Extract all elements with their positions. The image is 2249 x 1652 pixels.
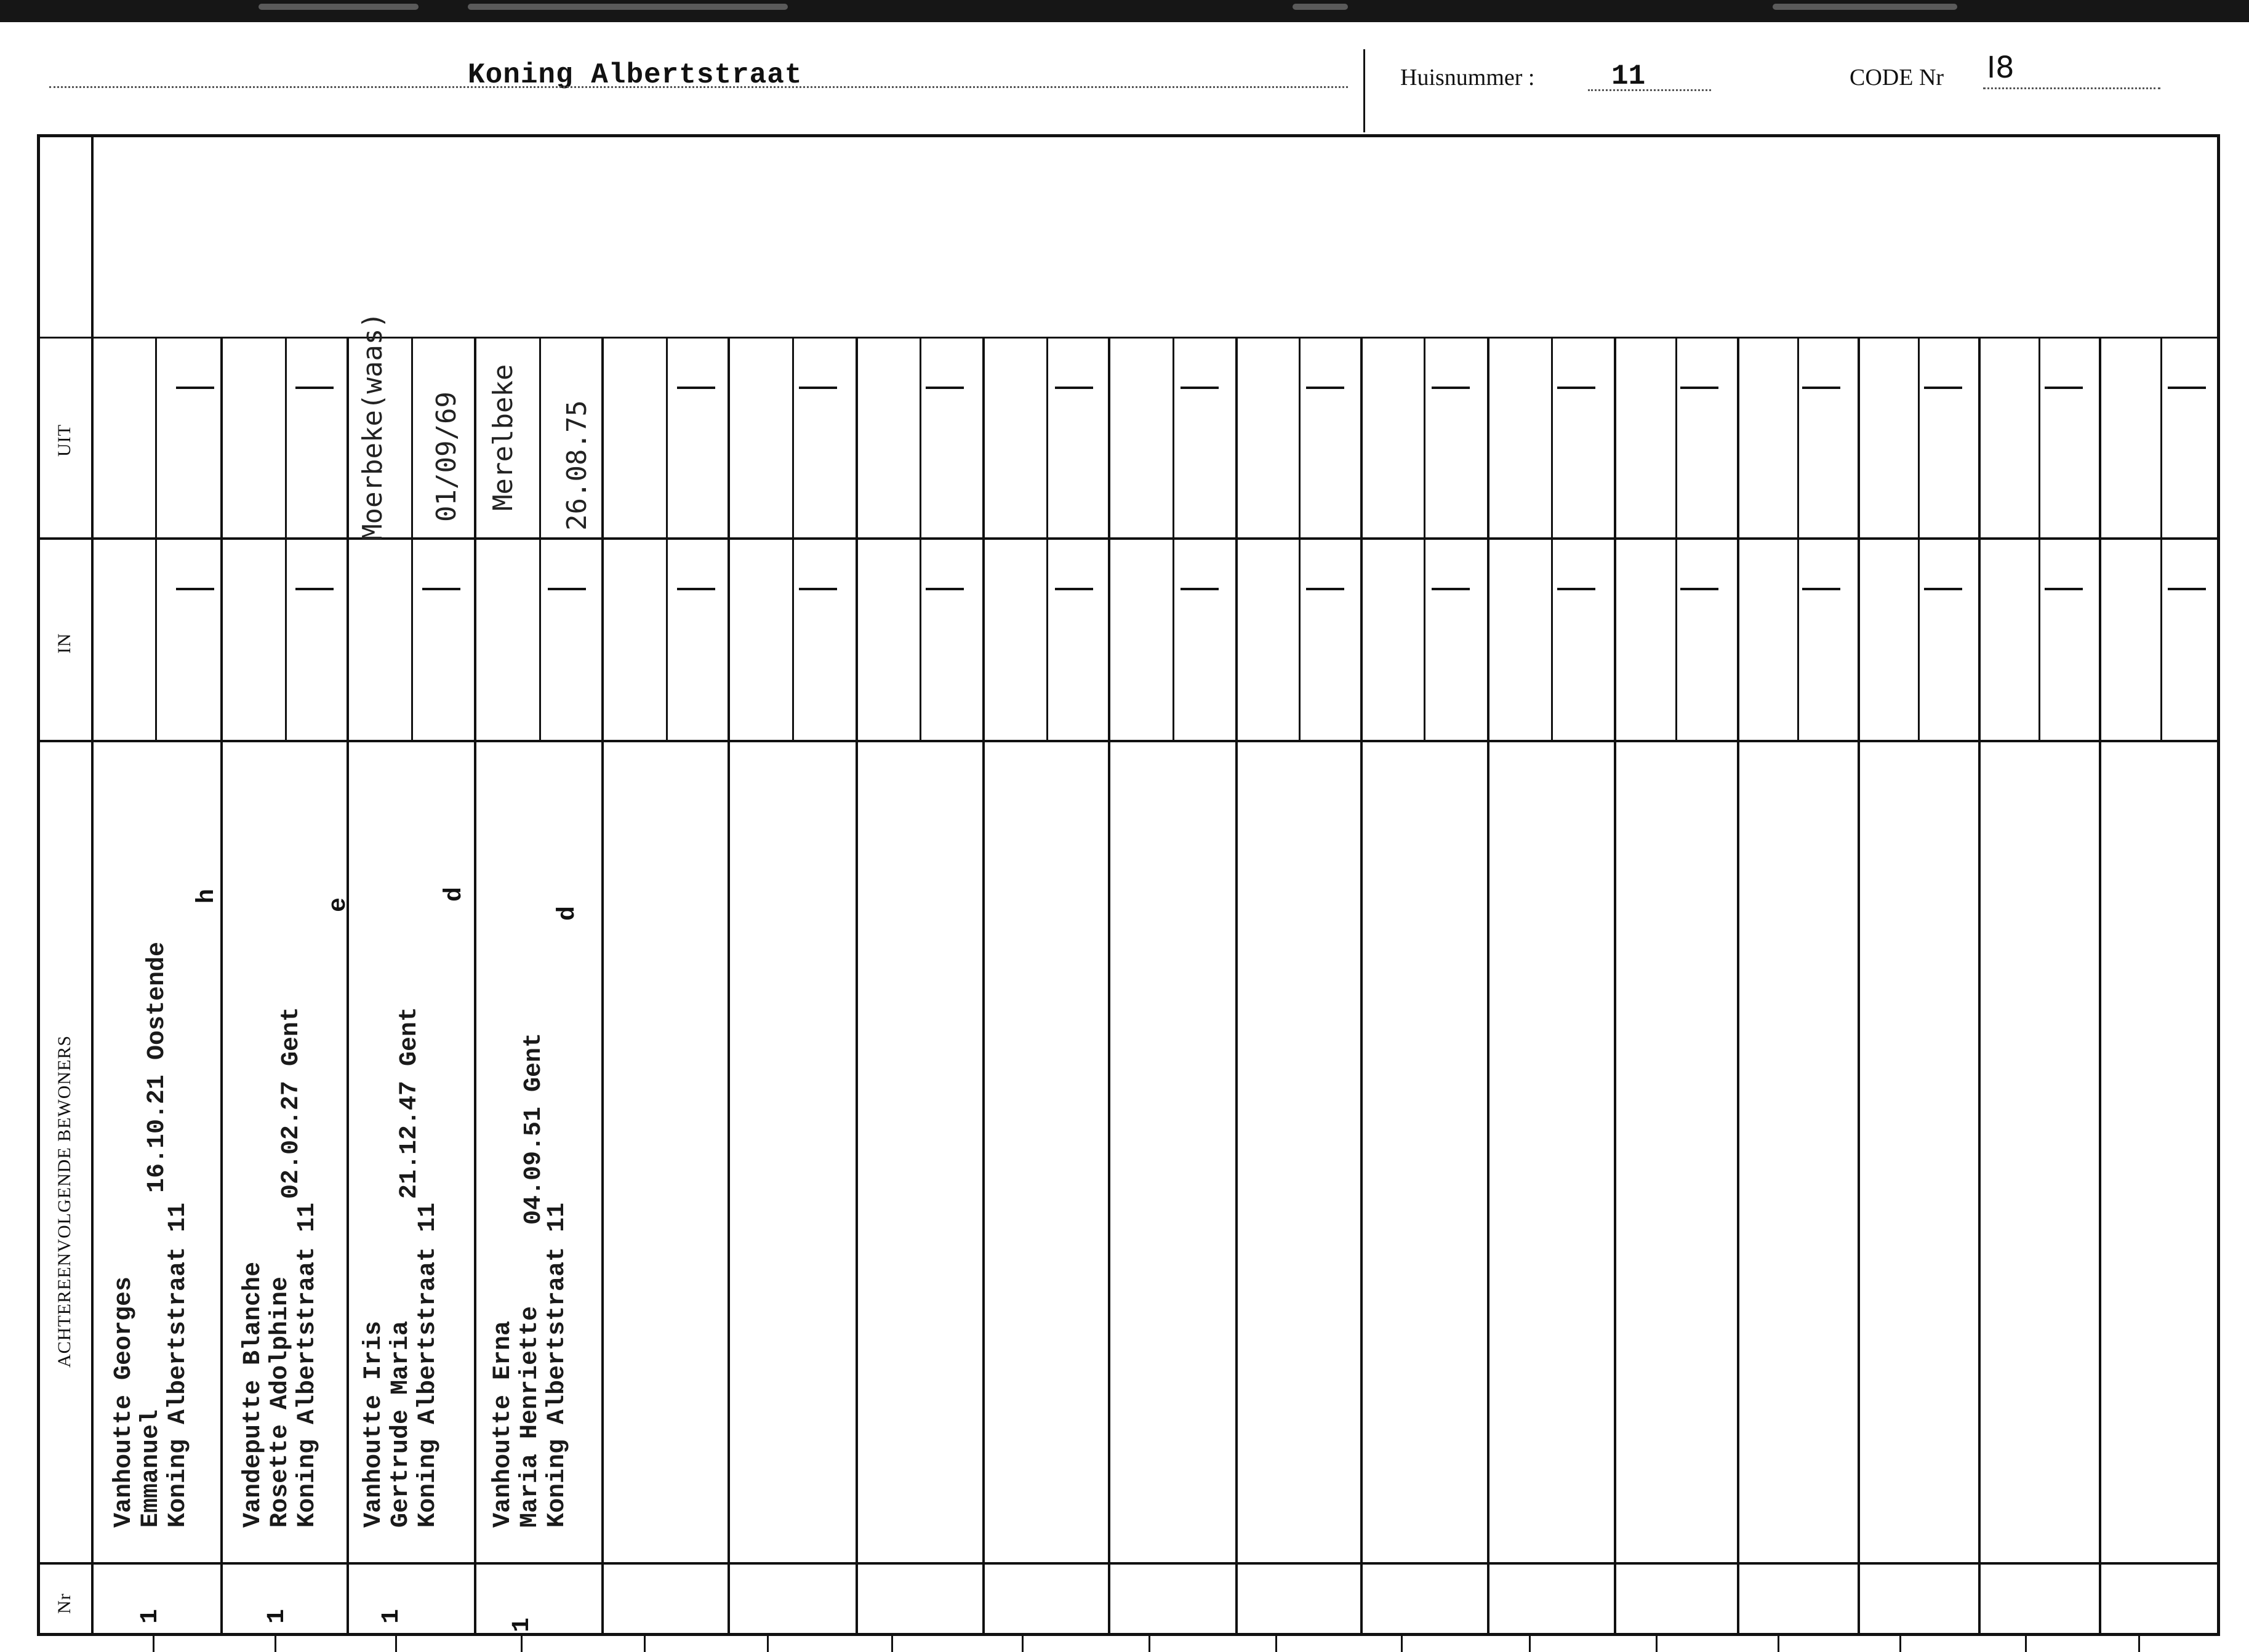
resident-name: Vanhoutte Iris bbox=[360, 1320, 388, 1528]
sub-column-line bbox=[285, 337, 287, 741]
house-number-label: Huisnummer : bbox=[1400, 65, 1535, 90]
sub-column-line bbox=[1797, 337, 1799, 741]
resident-nr: 1 bbox=[263, 1608, 291, 1624]
empty-dash bbox=[295, 588, 334, 590]
scan-edge bbox=[0, 0, 2249, 22]
empty-dash bbox=[926, 588, 964, 590]
sub-column-line bbox=[1299, 337, 1301, 741]
sub-column-line bbox=[539, 337, 541, 741]
header-divider bbox=[1363, 49, 1365, 132]
tick-mark bbox=[153, 1636, 154, 1652]
column-line bbox=[982, 337, 985, 1635]
resident-entry bbox=[240, 1203, 321, 1528]
resident-given-names: Emmanuel bbox=[137, 1409, 165, 1528]
empty-dash bbox=[1055, 588, 1093, 590]
resident-nr: 1 bbox=[137, 1608, 164, 1624]
empty-dash bbox=[1432, 387, 1470, 389]
code-value: I8 bbox=[1987, 50, 2014, 85]
resident-name: Vanhoutte Erna bbox=[489, 1320, 517, 1528]
tick-mark bbox=[1149, 1636, 1150, 1652]
resident-address: Koning Albertstraat 11 bbox=[414, 1202, 442, 1528]
empty-dash bbox=[1557, 387, 1595, 389]
sub-column-line bbox=[792, 337, 794, 741]
empty-dash bbox=[1181, 387, 1219, 389]
resident-mark: e bbox=[325, 897, 353, 912]
tick-mark bbox=[521, 1636, 523, 1652]
empty-dash bbox=[1055, 387, 1093, 389]
label-nr: Nr bbox=[54, 1593, 74, 1614]
sub-column-line bbox=[1046, 337, 1048, 741]
empty-dash bbox=[422, 588, 460, 590]
resident-entry bbox=[361, 1203, 442, 1528]
column-line bbox=[474, 337, 476, 1635]
resident-nr: 1 bbox=[508, 1617, 536, 1632]
frame-left bbox=[37, 134, 40, 1636]
resident-name: Vanhoutte Georges bbox=[110, 1276, 138, 1528]
resident-name: Vandeputte Blanche bbox=[239, 1261, 267, 1528]
empty-dash bbox=[799, 387, 837, 389]
resident-address: Koning Albertstraat 11 bbox=[164, 1202, 192, 1528]
sub-column-line bbox=[2160, 337, 2162, 741]
sub-column-line bbox=[1424, 337, 1425, 741]
frame-right bbox=[2217, 134, 2220, 1636]
nr-top-line bbox=[37, 1562, 2220, 1565]
resident-given-names: Maria Henriette bbox=[516, 1305, 544, 1528]
column-line bbox=[1858, 337, 1860, 1635]
column-line bbox=[1614, 337, 1616, 1635]
column-line bbox=[1978, 337, 1981, 1635]
tick-mark bbox=[275, 1636, 276, 1652]
column-line bbox=[1108, 337, 1110, 1635]
resident-birth: 02.02.27 Gent bbox=[278, 1006, 305, 1199]
empty-dash bbox=[2045, 588, 2083, 590]
empty-dash bbox=[1432, 588, 1470, 590]
residents-top-line bbox=[37, 740, 2220, 742]
uit-place: Moerbeke(waas) bbox=[357, 312, 388, 540]
resident-nr: 1 bbox=[378, 1608, 406, 1624]
column-line bbox=[856, 337, 858, 1635]
sub-column-line bbox=[920, 337, 921, 741]
tick-mark bbox=[644, 1636, 646, 1652]
empty-dash bbox=[548, 588, 586, 590]
resident-address: Koning Albertstraat 11 bbox=[543, 1202, 571, 1528]
house-number-underline bbox=[1588, 89, 1711, 91]
empty-dash bbox=[1306, 387, 1344, 389]
column-line bbox=[1737, 337, 1739, 1635]
resident-given-names: Gertrude Maria bbox=[387, 1320, 415, 1528]
empty-dash bbox=[1680, 588, 1718, 590]
empty-dash bbox=[1802, 588, 1840, 590]
resident-birth: 16.10.21 Oostende bbox=[143, 941, 171, 1193]
empty-dash bbox=[926, 387, 964, 389]
empty-dash bbox=[2168, 588, 2206, 590]
column-line bbox=[601, 337, 604, 1635]
label-in: IN bbox=[54, 633, 74, 654]
resident-mark: h bbox=[193, 888, 221, 904]
column-line bbox=[2099, 337, 2101, 1635]
sub-column-line bbox=[155, 337, 157, 741]
empty-dash bbox=[677, 387, 715, 389]
empty-dash bbox=[799, 588, 837, 590]
column-line bbox=[728, 337, 730, 1635]
tick-mark bbox=[1022, 1636, 1024, 1652]
empty-dash bbox=[1181, 588, 1219, 590]
tick-mark bbox=[1275, 1636, 1277, 1652]
resident-birth: 21.12.47 Gent bbox=[396, 1006, 423, 1199]
empty-dash bbox=[1924, 588, 1962, 590]
column-line bbox=[1360, 337, 1363, 1635]
tick-mark bbox=[2138, 1636, 2140, 1652]
empty-dash bbox=[1802, 387, 1840, 389]
tick-mark bbox=[1899, 1636, 1901, 1652]
sub-column-line bbox=[1173, 337, 1174, 741]
column-line bbox=[1487, 337, 1489, 1635]
empty-dash bbox=[1924, 387, 1962, 389]
code-underline bbox=[1983, 87, 2160, 89]
uit-date: 01/09/69 bbox=[431, 391, 462, 522]
column-line bbox=[220, 337, 223, 1635]
resident-mark: d bbox=[554, 905, 582, 921]
tick-mark bbox=[395, 1636, 397, 1652]
empty-dash bbox=[1306, 588, 1344, 590]
house-number: 11 bbox=[1611, 60, 1646, 92]
tick-mark bbox=[1401, 1636, 1403, 1652]
frame-bottom bbox=[37, 1633, 2220, 1636]
empty-dash bbox=[1680, 387, 1718, 389]
tick-mark bbox=[1656, 1636, 1658, 1652]
resident-given-names: Rosette Adolphine bbox=[267, 1276, 294, 1528]
empty-dash bbox=[1557, 588, 1595, 590]
sub-column-line bbox=[1551, 337, 1553, 741]
resident-entry bbox=[111, 1203, 192, 1528]
tick-mark bbox=[891, 1636, 893, 1652]
tick-mark bbox=[1778, 1636, 1779, 1652]
empty-dash bbox=[2168, 387, 2206, 389]
street-underline bbox=[49, 86, 1348, 88]
empty-dash bbox=[295, 387, 334, 389]
uit-place: Merelbeke bbox=[487, 364, 519, 511]
code-label: CODE Nr bbox=[1850, 65, 1944, 90]
column-line bbox=[1235, 337, 1238, 1635]
sub-column-line bbox=[411, 337, 413, 741]
label-uit: UIT bbox=[54, 424, 74, 457]
sub-column-line bbox=[1918, 337, 1920, 741]
resident-entry bbox=[490, 1203, 571, 1528]
empty-dash bbox=[2045, 387, 2083, 389]
empty-dash bbox=[176, 387, 214, 389]
tick-mark bbox=[767, 1636, 769, 1652]
tick-mark bbox=[1529, 1636, 1531, 1652]
uit-date: 26.08.75 bbox=[561, 400, 593, 531]
frame-top bbox=[37, 134, 2219, 137]
resident-mark: d bbox=[441, 886, 468, 902]
sub-column-line bbox=[2039, 337, 2040, 741]
resident-address: Koning Albertstraat 11 bbox=[294, 1202, 321, 1528]
sub-column-line bbox=[1675, 337, 1677, 741]
empty-dash bbox=[176, 588, 214, 590]
sub-column-line bbox=[666, 337, 668, 741]
column-line bbox=[347, 337, 349, 1635]
empty-dash bbox=[677, 588, 715, 590]
tick-mark bbox=[2025, 1636, 2027, 1652]
label-residents: ACHTEREENVOLGENDE BEWONERS bbox=[54, 1035, 74, 1368]
resident-birth: 04.09.51 Gent bbox=[520, 1032, 548, 1225]
street-name: Koning Albertstraat bbox=[468, 59, 803, 91]
label-column-divider bbox=[91, 134, 94, 1636]
